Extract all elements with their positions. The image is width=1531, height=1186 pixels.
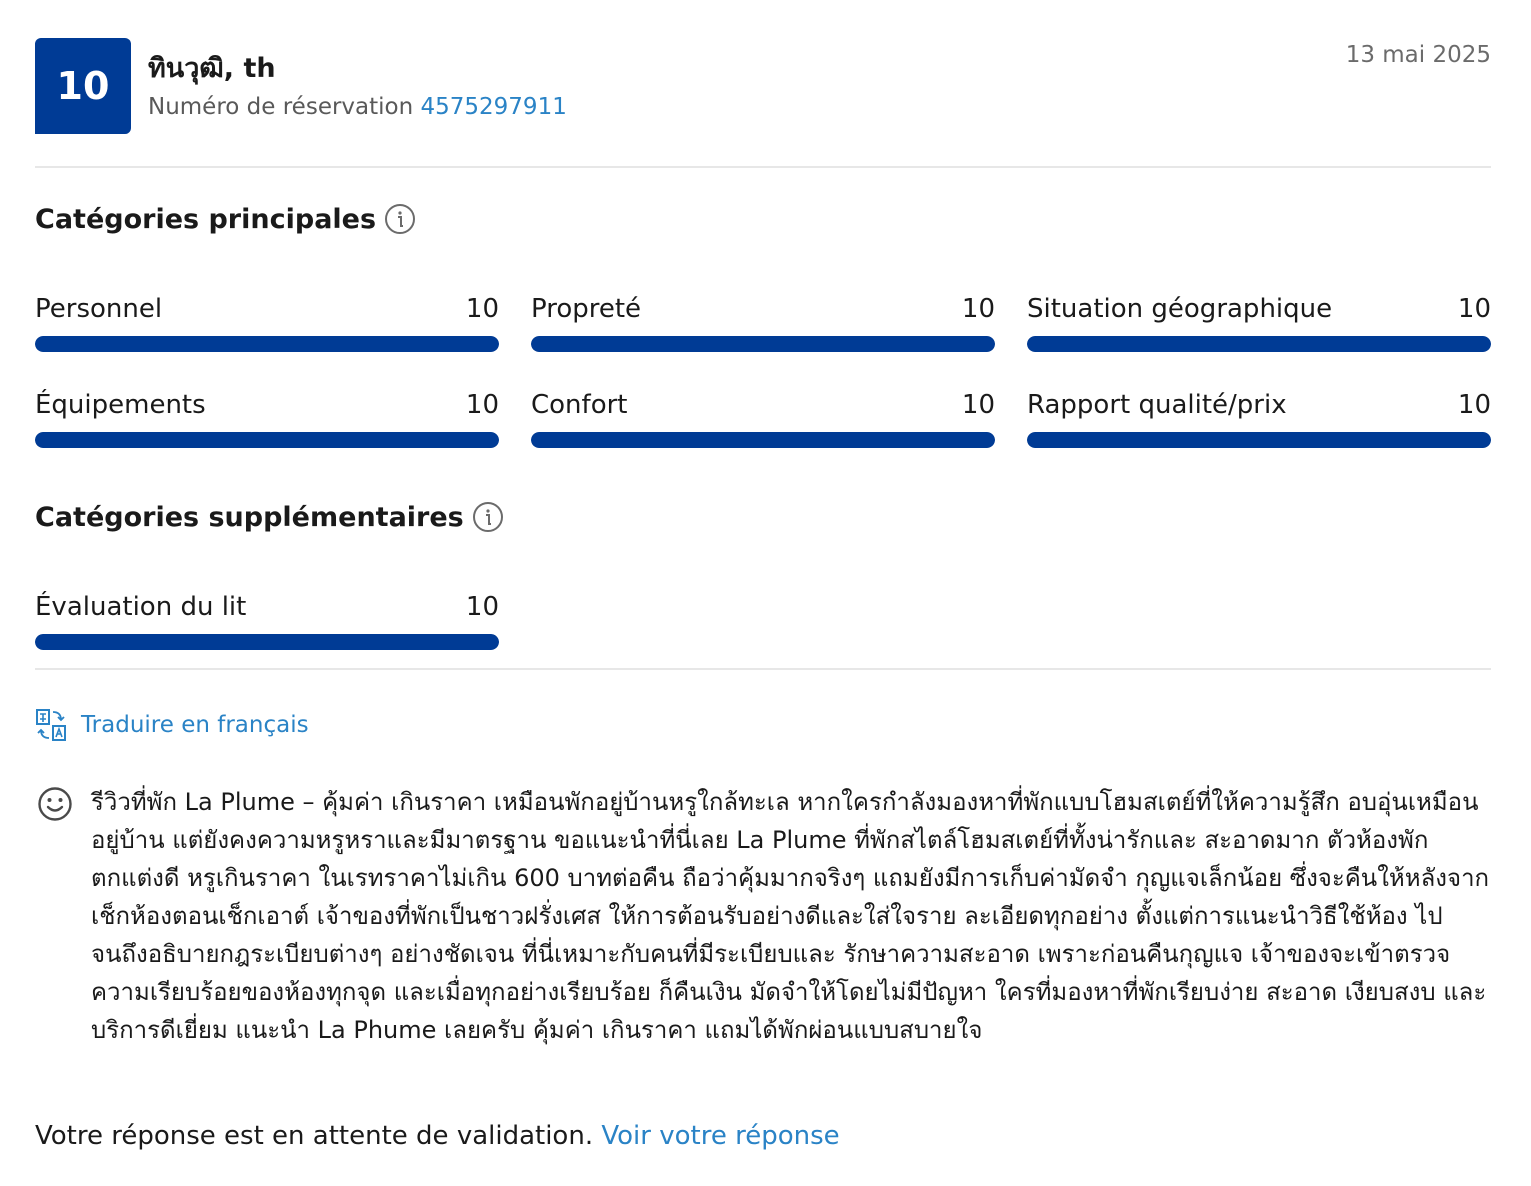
category-score: 10: [465, 390, 499, 420]
review-date: 13 mai 2025: [1345, 42, 1491, 68]
category-bar: [531, 336, 995, 352]
category-score: 10: [961, 294, 995, 324]
category-label: Rapport qualité/prix: [1027, 390, 1287, 420]
response-status: [35, 1121, 840, 1151]
category-bar-fill: [531, 432, 995, 448]
extra-categories-heading: [35, 501, 504, 533]
category-bar-fill: [1027, 336, 1491, 352]
info-icon[interactable]: [472, 501, 504, 533]
category-bar-fill: [1027, 432, 1491, 448]
category-bar: [35, 432, 499, 448]
divider: [35, 166, 1491, 168]
smile-icon: [37, 786, 73, 822]
category-rapport-qualite-prix: [1027, 390, 1491, 448]
main-categories-title: Catégories principales: [35, 203, 377, 235]
category-bar: [35, 634, 499, 650]
booking-info: [148, 94, 567, 120]
divider: [35, 668, 1491, 670]
category-bar: [531, 432, 995, 448]
category-score: 10: [961, 390, 995, 420]
category-label: Personnel: [35, 294, 163, 324]
category-equipements: [35, 390, 499, 448]
category-proprete: [531, 294, 995, 352]
category-score: 10: [1457, 390, 1491, 420]
main-categories-heading: [35, 203, 416, 235]
category-bar-fill: [531, 336, 995, 352]
category-score: 10: [1457, 294, 1491, 324]
category-bar: [35, 336, 499, 352]
category-bar-fill: [35, 336, 499, 352]
category-bar-fill: [35, 634, 499, 650]
review-comment: รีวิวที่พัก La Plume – คุ้มค่า เกินราคา เหมือนพักอยู่บ้านหรูใกล้ทะเล หากใครกำลังมองหาที่พักแบบโฮมสเตย์ที่ให้ความรู้สึก อบอุ่นเหมือนอยู่บ้าน แต่ยังคงความหรูหราและมีมาตรฐาน ขอแนะนำที่นี่เลย La Plume ที่พักสไตล์โฮมสเตย์ที่ทั้งน่ารักและ สะอาดมาก ตัวห้องพักตกแต่งดี หรูเกินราคา ในเรทราคาไม่เกิน 600 บาทต่อคืน ถือว่าคุ้มมากจริงๆ แถมยังมีการเก็บค่ามัดจำ กุญแจเล็กน้อย ซึ่งจะคืนให้หลังจากเช็กห้องตอนเช็กเอาต์ เจ้าของที่พักเป็นชาวฝรั่งเศส ให้การต้อนรับอย่างดีและใส่ใจราย ละเอียดทุกอย่าง ตั้งแต่การแนะนำวิธีใช้ห้อง ไปจนถึงอธิบายกฎระเบียบต่างๆ อย่างชัดเจน ที่นี่เหมาะกับคนที่มีระเบียบและ รักษาความสะอาด เพราะก่อนคืนกุญแจ เจ้าของจะเข้าตรวจความเรียบร้อยของห้องทุกจุด และเมื่อทุกอย่างเรียบร้อย ก็คืนเงิน มัดจำให้โดยไม่มีปัญหา ใครที่มองหาที่พักเรียบง่าย สะอาด เงียบสงบ และบริการดีเยี่ยม แนะนำ La Phume เลยครับ คุ้มค่า เกินราคา แถมได้พักผ่อนแบบสบายใจ: [91, 788, 1490, 1044]
translate-icon: [35, 708, 67, 742]
category-confort: [531, 390, 995, 448]
category-label: Équipements: [35, 390, 206, 420]
booking-number[interactable]: 4575297911: [420, 94, 567, 120]
extra-categories-title: Catégories supplémentaires: [35, 501, 464, 533]
category-label: Confort: [531, 390, 628, 420]
category-bar: [1027, 432, 1491, 448]
booking-label: Numéro de réservation: [148, 94, 414, 120]
category-score: 10: [465, 592, 499, 622]
category-label: Situation géographique: [1027, 294, 1333, 324]
reviewer-name: ทินวุฒิ, th: [148, 53, 276, 84]
category-label: Propreté: [531, 294, 642, 324]
score-badge: 10: [35, 38, 131, 134]
category-situation: [1027, 294, 1491, 352]
category-bar-fill: [35, 432, 499, 448]
category-personnel: [35, 294, 499, 352]
info-icon[interactable]: [384, 203, 416, 235]
category-evaluation-lit: [35, 592, 499, 650]
response-status-text: Votre réponse est en attente de validation.: [35, 1121, 594, 1151]
category-label: Évaluation du lit: [35, 592, 247, 622]
view-response-link[interactable]: Voir votre réponse: [601, 1121, 840, 1151]
translate-link[interactable]: [35, 708, 309, 742]
category-bar: [1027, 336, 1491, 352]
category-score: 10: [465, 294, 499, 324]
translate-label[interactable]: Traduire en français: [81, 712, 309, 738]
